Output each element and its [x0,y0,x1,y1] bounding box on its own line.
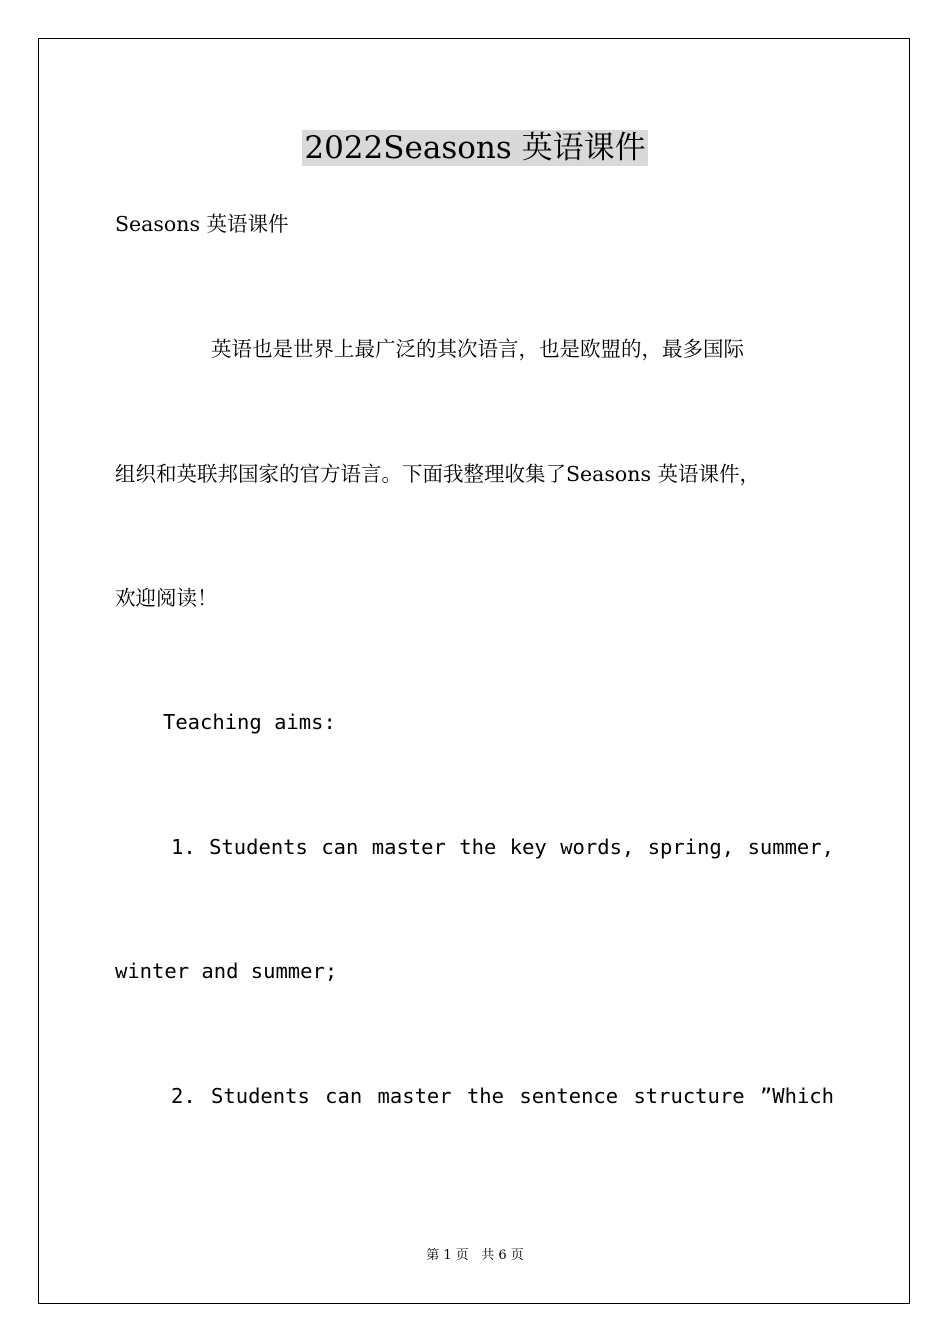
intro-paragraph-line-1: 英语也是世界上最广泛的其次语言，也是欧盟的，最多国际 [211,337,744,361]
aim-2-word: ”Which [759,1084,834,1108]
aim-2-word: master [377,1084,452,1108]
aim-1-word: Students [209,835,308,859]
aim-2-word: Students [211,1084,310,1108]
aim-2-line [171,1082,834,1110]
document-title-text: 2022Seasons 英语课件 [304,130,646,166]
aim-1-continuation: winter and summer; [115,959,338,983]
aim-2-word: 2. [171,1084,196,1108]
aim-1-word: words, [560,835,635,859]
aim-2-word: can [325,1084,363,1108]
aim-1-word: spring, [647,835,735,859]
aim-2-word: the [466,1084,504,1108]
aim-1-word: the [459,835,497,859]
aim-1-line [171,833,834,861]
intro-paragraph-line-2: 组织和英联邦国家的官方语言。下面我整理收集了Seasons 英语课件， [115,462,760,486]
document-subtitle: Seasons 英语课件 [115,212,289,236]
document-title [0,128,950,168]
aim-1-word: 1. [171,835,196,859]
aim-1-word: key [509,835,547,859]
aim-2-word: structure [633,1084,745,1108]
aim-1-word: master [371,835,446,859]
teaching-aims-heading: Teaching aims: [163,710,336,734]
aim-1-word: can [321,835,359,859]
page-number-footer: 第 1 页 共 6 页 [426,1248,524,1263]
aim-2-word: sentence [519,1084,619,1108]
aim-1-word: summer, [747,835,834,859]
intro-paragraph-line-3: 欢迎阅读！ [115,586,218,610]
